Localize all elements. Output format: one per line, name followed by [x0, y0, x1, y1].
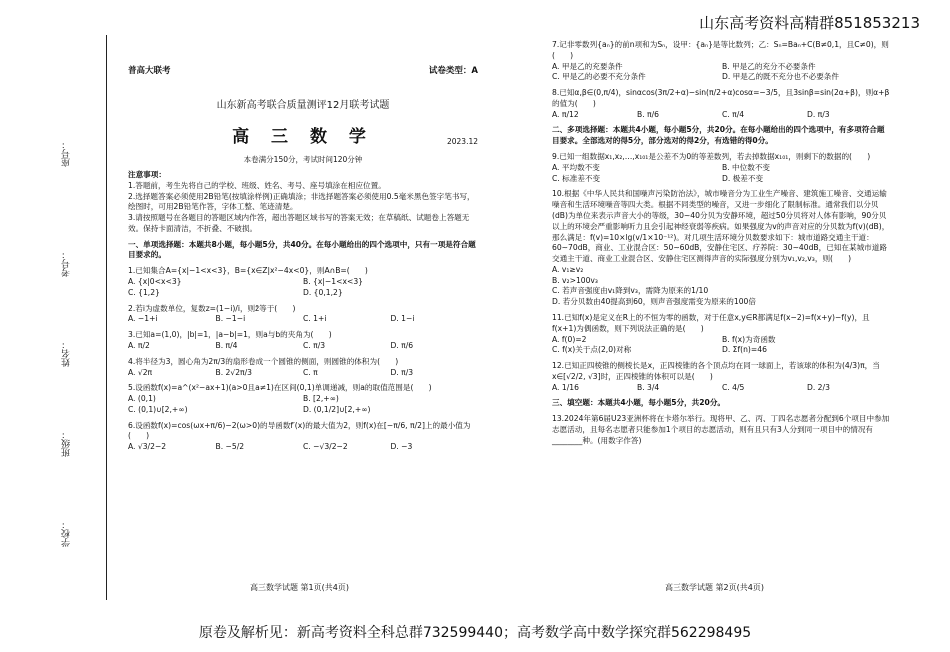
- option: B. f(x)为奇函数: [722, 334, 776, 344]
- question-list: [552, 40, 892, 447]
- question-stem: 5.设函数f(x)=a^(x²−ax+1)(a>0且a≠1)在区间(0,1)单调递减，则a的取值范围是( ): [128, 383, 432, 393]
- option: C. (0,1)∪[2,+∞): [128, 404, 188, 414]
- option-group: [552, 110, 892, 121]
- option: A. √2π: [128, 367, 153, 377]
- notice: 3.请按照题号在各题目的答题区域内作答，超出答题区域书写的答案无效；在草稿纸、试题卷上答题无效。保持卡面清洁，不折叠、不破损。: [128, 213, 470, 233]
- footer-ad: 原卷及解析见：新高考资料全科总群732599440；高考数学高中数学探究群562298495: [198, 625, 752, 641]
- option: D. −3: [390, 442, 413, 452]
- option: A. √3/2−2: [128, 442, 167, 452]
- page-1-header: [128, 65, 478, 77]
- option: D. {0,1,2}: [303, 287, 343, 297]
- watermark-top: 山东高考资料高精群851853213: [699, 14, 920, 32]
- option: A. π/2: [128, 340, 150, 350]
- option: A. 1/16: [552, 382, 579, 392]
- question-stem: 7.记非零数列{aₙ}的前n项和为Sₙ，设甲：{aₙ}是等比数列；乙：Sₙ=Baₙ+C(B≠0,1，且C≠0)，则( ): [552, 40, 889, 60]
- notice: 1.答题前，考生先将自己的学校、班级、姓名、考号、座号填涂在相应位置。: [128, 180, 386, 190]
- option-group: [552, 383, 892, 394]
- page-2: [552, 35, 892, 447]
- option: C. {1,2}: [128, 287, 160, 297]
- option: C. −√3/2−2: [303, 442, 348, 452]
- option: B. 2√2π/3: [215, 367, 253, 377]
- option: D. 2/3: [807, 382, 830, 392]
- question-stem: 9.已知一组数据x₁,x₂,…,x₁₀₁是公差不为0的等差数列，若去掉数据x₁₀₁，则剩下的数据的( ): [552, 152, 871, 162]
- exam-title: 山东新高考联合质量测评12月联考试题: [216, 100, 390, 112]
- option: A. π/12: [552, 109, 579, 119]
- question: [128, 266, 478, 298]
- option-group: [128, 277, 478, 299]
- option: D. 1−i: [390, 314, 415, 324]
- question: [552, 189, 892, 308]
- question: [128, 330, 478, 352]
- question-stem: 10.根据《中华人民共和国噪声污染防治法》，城市噪音分为工业生产噪音、建筑施工噪音、交通运输噪音和生活环境噪音等四大类。根据不同类型的噪音，又进一步细化了限制标准。通常我们以分贝(dB)为单位来表示声音大小的等级，30~40分贝为安静环境，超过50分贝将对人体有影响，90分贝以上的环境会严重影响听力且会引起神经衰弱等疾病。如果强度为v的声音对应的分贝数为f(v)(dB)，那么满足：f(v)=10×lg(v/1×10⁻¹²)。对几项生活环境分贝数要求如下：城市道路交通主干道：60~70dB，商业、工业混合区：50~60dB，安静住宅区、疗养院：30~40dB，已知在某城市道路交通主干道、商业工业混合区、安静住宅区测得声音的实际强度分别为v₁,v₂,v₃，则( ): [552, 189, 890, 264]
- option: B. π/6: [637, 109, 659, 119]
- question-stem: 1.已知集合A={x|−1<x<3}，B={x∈Z|x²−4x<0}，则A∩B=( ): [128, 266, 368, 276]
- option: C. 4/5: [722, 382, 745, 392]
- binding-field-exam-id: 考号：: [62, 250, 72, 277]
- question: [552, 414, 892, 446]
- option: C. π/3: [303, 340, 326, 350]
- option: A. v₁≥v₂: [552, 264, 584, 274]
- binding-field-class: 班级：: [62, 430, 72, 457]
- option: D. 若分贝数由40提高到60，则声音强度需变为原来的100倍: [552, 297, 756, 307]
- exam-date: 2023.12: [446, 136, 478, 146]
- option: B. 3/4: [637, 382, 660, 392]
- option: C. 标准差不变: [552, 173, 601, 183]
- question: [128, 383, 478, 415]
- question: [552, 152, 892, 184]
- option: B. [2,+∞): [303, 394, 339, 404]
- question-stem: 三、填空题：本题共4小题，每小题5分，共20分。: [552, 398, 726, 408]
- option-group: [552, 335, 892, 357]
- option: C. π/4: [722, 109, 745, 119]
- option-group: [128, 442, 478, 453]
- question: [552, 398, 892, 409]
- paper-type: 试卷类型：A: [428, 66, 478, 76]
- notice: 2.选择题答案必须使用2B铅笔(按填涂样例)正确填涂；非选择题答案必须使用0.5毫米黑色签字笔书写，绘图时，可用2B铅笔作答，字体工整、笔迹清楚。: [128, 191, 475, 212]
- binding-field-seat: 座号：: [62, 140, 72, 167]
- binding-line: [106, 35, 107, 600]
- option: D. 甲是乙的既不充分也不必要条件: [722, 72, 839, 82]
- question-stem: 3.已知a=(1,0)，|b|=1，|a−b|=1，则a与b的夹角为( ): [128, 330, 332, 340]
- option: A. f(0)=2: [552, 334, 587, 344]
- option: B. {x|−1<x<3}: [303, 277, 363, 287]
- page-1: [128, 35, 478, 453]
- question-stem: 4.将半径为3，圆心角为2π/3的扇形卷成一个圆锥的侧面，则圆锥的体积为( ): [128, 356, 399, 366]
- option: D. π/3: [807, 109, 830, 119]
- option: A. −1+i: [128, 314, 158, 324]
- question: [552, 125, 892, 147]
- page-1-footer: 高三数学试题 第1页(共4页): [250, 583, 349, 592]
- question-stem: 12.已知正四棱锥的侧棱长是x，正四棱锥的各个顶点均在同一球面上，若该球的体积为(4/3)π，当x∈[√2/2, √3]时，正四棱锥的体积可以是( ): [552, 361, 880, 381]
- option: C. 甲是乙的必要不充分条件: [552, 72, 646, 82]
- option-group: [552, 163, 892, 185]
- question-stem: 8.已知α,β∈(0,π/4)，sinαcos(3π/2+α)−sin(π/2+α)cosα=−3/5，且3sinβ=sin(2α+β)，则α+β的值为( ): [552, 88, 890, 108]
- option: D. Σf(n)=46: [722, 345, 767, 355]
- question: [552, 313, 892, 356]
- option: D. 极差不变: [722, 173, 764, 183]
- option: D. π/6: [390, 340, 414, 350]
- question: [128, 357, 478, 379]
- option: B. π/4: [215, 340, 238, 350]
- section-heading: 一、单项选择题：本题共8小题，每小题5分，共40分。在每小题给出的四个选项中，只有一项是符合题目要求的。: [128, 239, 476, 260]
- question: [552, 88, 892, 120]
- option: B. 甲是乙的充分不必要条件: [722, 61, 816, 71]
- binding-field-school: 学校：: [62, 520, 72, 547]
- option-group: [552, 265, 892, 308]
- question-stem: 11.已知f(x)是定义在R上的不恒为零的函数，对于任意x,y∈R都满足f(x−2)=f(x+y)−f(y)，且f(x+1)为偶函数，则下列说法正确的是( ): [552, 312, 870, 333]
- option: C. 若声音强度由v₁降到v₃，需降为原来的1/10: [552, 286, 709, 296]
- subject-text: 高 三 数 学: [232, 127, 374, 148]
- option: C. π: [303, 367, 318, 377]
- option: A. 平均数不变: [552, 162, 600, 172]
- option-group: [552, 62, 892, 84]
- binding-strip: [60, 100, 100, 600]
- question-list: [128, 266, 478, 453]
- option: D. π/3: [390, 367, 414, 377]
- question-stem: 13.2024年第6届U23亚洲杯将在卡塔尔举行。现将甲、乙、丙、丁四名志愿者分配到6个项目中参加志愿活动，且每名志愿者只能参加1个项目的志愿活动，则有且只有3人分到同一项目中的情况有________种。(用数字作答): [552, 414, 890, 445]
- option: A. (0,1): [128, 394, 156, 404]
- question: [128, 304, 478, 326]
- subject-title: [128, 125, 478, 149]
- option-group: [128, 394, 478, 416]
- brand: 普高大联考: [128, 66, 171, 76]
- question-stem: 2.若i为虚数单位，复数z=(1−i)/i，则z̄等于( ): [128, 303, 296, 313]
- question: [552, 361, 892, 393]
- question: [128, 421, 478, 453]
- option: A. 甲是乙的充要条件: [552, 61, 623, 71]
- option: C. 1+i: [303, 314, 327, 324]
- notice-title: 注意事项：: [128, 170, 166, 180]
- option: A. {x|0<x<3}: [128, 277, 182, 287]
- page-2-footer: 高三数学试题 第2页(共4页): [665, 583, 764, 592]
- question-stem: 6.设函数f(x)=cos(ωx+π/6)−2(ω>0)的导函数f′(x)的最大值为2，则f(x)在[−π/6, π/2]上的最小值为( ): [128, 420, 471, 441]
- question-stem: 二、多项选择题：本题共4小题，每小题5分，共20分。在每小题给出的四个选项中，有多项符合题目要求。全部选对的得5分，部分选对的得2分，有选错的得0分。: [552, 125, 885, 146]
- option: B. 中位数不变: [722, 162, 771, 172]
- option: B. v₂>100v₃: [552, 275, 598, 285]
- option-group: [128, 341, 478, 352]
- option: D. (0,1/2]∪[2,+∞): [303, 404, 371, 414]
- option: B. −1−i: [215, 314, 246, 324]
- option: C. f(x)关于点(2,0)对称: [552, 345, 632, 355]
- question: [552, 40, 892, 83]
- option-group: [128, 314, 478, 325]
- binding-field-name: 姓名：: [62, 340, 72, 367]
- option-group: [128, 368, 478, 379]
- score-line: 本卷满分150分，考试时间120分钟: [243, 155, 363, 165]
- option: B. −5/2: [215, 442, 245, 452]
